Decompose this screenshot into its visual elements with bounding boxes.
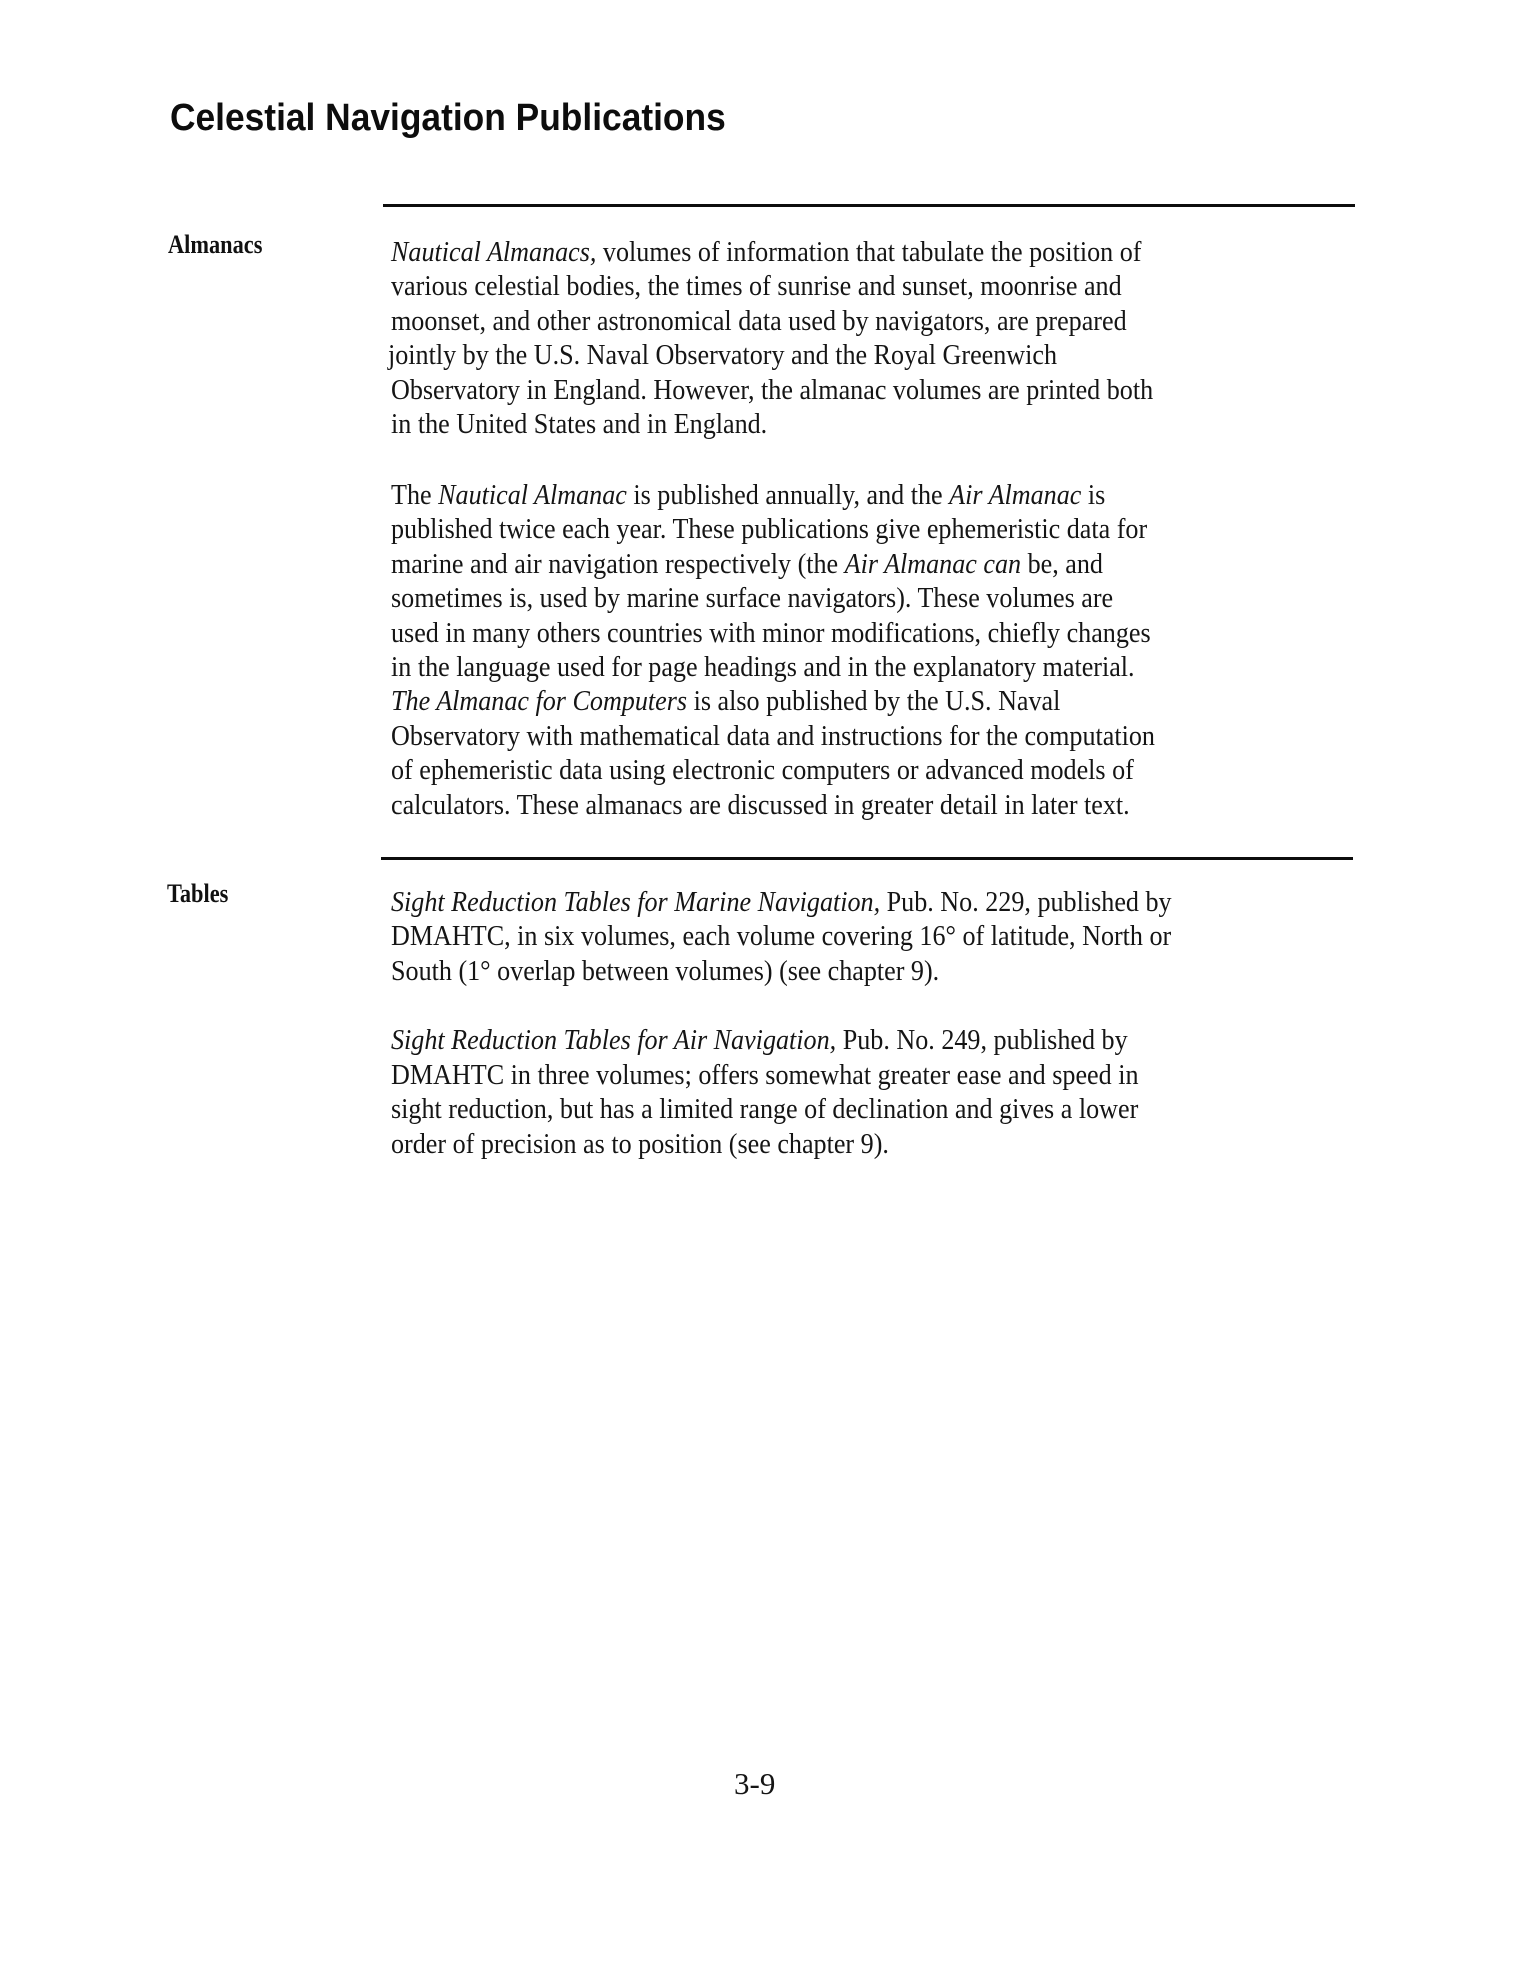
text-line — [391, 304, 1127, 338]
text-line — [391, 1127, 889, 1161]
italic-title-text: Sight Reduction Tables for Marine Navigation, — [391, 886, 881, 918]
text-line — [391, 1058, 1139, 1092]
text-line — [391, 919, 1171, 953]
body-text: in the language used for page headings and in the explanatory material. — [391, 651, 1135, 683]
text-line — [391, 373, 1153, 407]
text-line — [391, 719, 1155, 753]
italic-title-text: Sight Reduction Tables for Air Navigation, — [391, 1024, 837, 1056]
body-text: of ephemeristic data using electronic computers or advanced models of — [391, 754, 1134, 786]
text-line — [391, 788, 1130, 822]
text-line — [391, 235, 1142, 269]
text-line — [391, 650, 1135, 684]
text-line — [391, 512, 1147, 546]
page-number: 3-9 — [734, 1766, 776, 1801]
italic-title-text: The Almanac for Computers — [391, 685, 688, 717]
body-text: in the United States and in England. — [391, 408, 768, 440]
body-text: DMAHTC in three volumes; offers somewhat greater ease and speed in — [391, 1059, 1139, 1091]
section-divider-almanacs — [383, 204, 1355, 207]
body-text: South (1° overlap between volumes) (see chapter 9). — [391, 955, 940, 987]
text-line — [391, 684, 1060, 718]
body-text: order of precision as to position (see chapter 9). — [391, 1128, 889, 1160]
text-line — [391, 581, 1113, 615]
italic-title-text: Nautical Almanacs, — [391, 236, 597, 268]
body-text: moonset, and other astronomical data used by navigators, are prepared — [391, 305, 1127, 337]
body-text: The — [391, 479, 439, 511]
body-text: sometimes is, used by marine surface navigators). These volumes are — [391, 582, 1114, 614]
body-text: is also published by the U.S. Naval — [687, 685, 1061, 717]
text-line — [391, 1023, 1128, 1057]
text-line — [388, 338, 1057, 372]
italic-title-text: Nautical Almanac — [438, 479, 627, 511]
body-text: Pub. No. 249, published by — [836, 1024, 1128, 1056]
body-text: sight reduction, but has a limited range of declination and gives a lower — [391, 1093, 1139, 1125]
section-divider-tables — [381, 857, 1353, 860]
body-text: Observatory in England. However, the almanac volumes are printed both — [391, 374, 1154, 406]
body-text: volumes of information that tabulate the position of — [596, 236, 1142, 268]
italic-title-text: Air Almanac can — [844, 548, 1022, 580]
section-label-tables: Tables — [167, 879, 229, 908]
body-text: various celestial bodies, the times of sunrise and sunset, moonrise and — [391, 270, 1122, 302]
body-text: jointly by the U.S. Naval Observatory and the Royal Greenwich — [388, 339, 1058, 371]
body-text: calculators. These almanacs are discussed in greater detail in later text. — [391, 789, 1130, 821]
text-line — [391, 616, 1151, 650]
body-text: published twice each year. These publications give ephemeristic data for — [391, 513, 1148, 545]
body-text: Observatory with mathematical data and instructions for the computation — [391, 720, 1155, 752]
body-text: Pub. No. 229, published by — [880, 886, 1172, 918]
body-text: marine and air navigation respectively (the — [391, 548, 845, 580]
body-text: be, and — [1021, 548, 1103, 580]
italic-title-text: Air Almanac — [949, 479, 1082, 511]
text-line — [391, 407, 767, 441]
page-title: Celestial Navigation Publications — [170, 97, 726, 139]
text-line — [391, 954, 939, 988]
text-line — [391, 478, 1105, 512]
text-line — [391, 547, 1103, 581]
body-text: DMAHTC, in six volumes, each volume covering 16° of latitude, North or — [391, 920, 1172, 952]
text-line — [391, 269, 1122, 303]
section-label-almanacs: Almanacs — [168, 230, 263, 259]
text-line — [391, 885, 1172, 919]
text-line — [391, 1092, 1138, 1126]
body-text: is published annually, and the — [626, 479, 950, 511]
body-text: is — [1081, 479, 1106, 511]
text-line — [391, 753, 1134, 787]
body-text: used in many others countries with minor modifications, chiefly changes — [391, 617, 1151, 649]
